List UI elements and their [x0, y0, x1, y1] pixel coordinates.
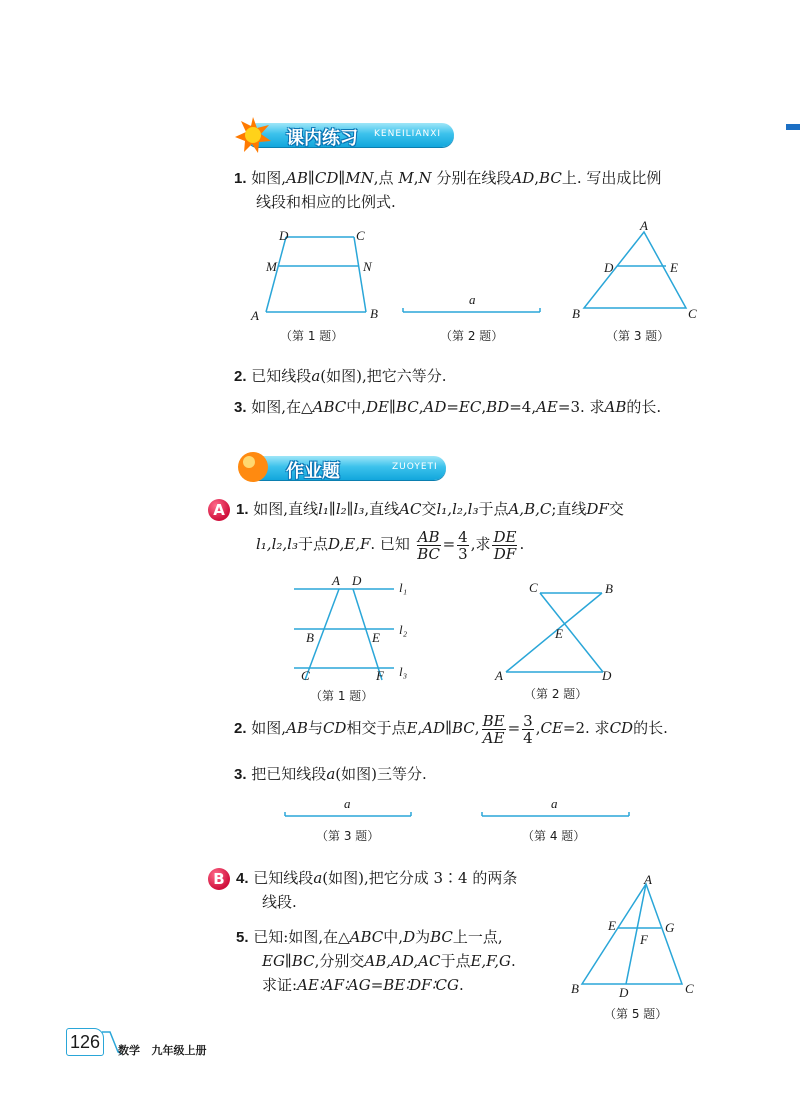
caption-fig3: （第 3 题） — [606, 329, 670, 343]
label-E: E — [608, 918, 616, 933]
figure-segment-a — [400, 290, 545, 344]
label-N: N — [363, 259, 372, 274]
figure-trapezoid — [246, 226, 386, 344]
homework-q2: 2. 如图,AB与CD相交于点E,AD∥BC, $\frac{BE}{AE}$ = $\frac{3}{4}$ ,CE=2. 求CD的长. — [234, 711, 668, 747]
label-E: E — [555, 626, 563, 641]
caption-fig3: （第 3 题） — [316, 829, 380, 843]
practice-q1-line2: 线段和相应的比例式. — [256, 193, 396, 211]
section-banner-homework — [246, 456, 446, 480]
level-badge-a: A — [208, 499, 230, 521]
homework-q4-line2: 线段. — [262, 893, 297, 911]
label-D: D — [279, 228, 289, 243]
label-D: D — [602, 668, 612, 683]
label-C: C — [529, 580, 538, 595]
label-C: C — [688, 306, 697, 321]
label-C: C — [685, 981, 694, 996]
homework-q1-line2: l₁,l₂,l₃于点D,E,F. 已知 $\frac{AB}{BC}$ = $\frac{4}{3}$ ,求 $\frac{DE}{DF}$ . — [256, 527, 525, 563]
practice-q3: 3. 如图,在△ABC中,DE∥BC,AD=EC,BD=4,AE=3. 求AB的长. — [234, 398, 662, 416]
label-B: B — [572, 306, 580, 321]
fraction-be-ae: $\frac{BE}{AE}$ — [482, 711, 505, 747]
label-A: A — [640, 218, 648, 233]
section-title: 作业题 — [286, 461, 340, 482]
figure-triangle-de — [568, 218, 708, 344]
homework-q5: 5. 已知:如图,在△ABC中,D为BC上一点, — [236, 928, 503, 946]
level-badge-b: B — [208, 868, 230, 890]
homework-q5-line2: EG∥BC,分别交AB,AD,AC于点E,F,G. — [262, 952, 516, 970]
label-a: a — [469, 292, 476, 307]
page-number: 126 — [66, 1028, 104, 1056]
label-a: a — [551, 796, 558, 811]
label-F: F — [376, 668, 384, 683]
label-E: E — [372, 630, 380, 645]
fraction-ab-bc: $\frac{AB}{BC}$ — [417, 527, 441, 563]
star-burst-icon — [234, 116, 272, 154]
figure-bowtie — [492, 576, 622, 704]
label-A: A — [495, 668, 503, 683]
label-D: D — [604, 260, 614, 275]
label-F: F — [640, 932, 648, 947]
section-subtitle: ZUOYETI — [392, 462, 438, 472]
caption-fig1: （第 1 题） — [280, 329, 344, 343]
homework-q1: 1. 如图,直线l₁∥l₂∥l₃,直线AC交l₁,l₂,l₃于点A,B,C;直线DF交 — [236, 500, 624, 518]
label-l2: l₂ — [399, 622, 408, 637]
homework-q5-line3: 求证:AE∶AF∶AG=BE∶DF∶CG. — [262, 976, 464, 994]
label-M: M — [266, 259, 277, 274]
label-E: E — [670, 260, 678, 275]
edge-tab — [786, 124, 800, 130]
section-banner-practice — [246, 123, 454, 147]
orange-ball-icon — [236, 450, 270, 484]
label-C: C — [301, 668, 310, 683]
label-B: B — [370, 306, 378, 321]
practice-q2: 2. 已知线段a(如图),把它六等分. — [234, 367, 447, 385]
figure-segment-a-3 — [282, 796, 417, 846]
fraction-3-4: $\frac{3}{4}$ — [523, 711, 533, 747]
label-B: B — [571, 981, 579, 996]
caption-fig2: （第 2 题） — [440, 329, 504, 343]
label-A: A — [251, 308, 259, 323]
homework-q3: 3. 把已知线段a(如图)三等分. — [234, 765, 427, 783]
label-D: D — [352, 573, 362, 588]
caption-fig5: （第 5 题） — [604, 1007, 668, 1021]
label-l3: l₃ — [399, 664, 408, 679]
label-l1: l₁ — [399, 580, 408, 595]
label-C: C — [356, 228, 365, 243]
footer-book: 数学 九年级上册 — [118, 1044, 207, 1057]
label-A: A — [644, 872, 652, 887]
label-A: A — [332, 573, 340, 588]
label-D: D — [619, 985, 629, 1000]
label-a: a — [344, 796, 351, 811]
label-B: B — [605, 581, 613, 596]
section-title: 课内练习 — [286, 128, 358, 149]
fraction-de-df: $\frac{DE}{DF}$ — [493, 527, 517, 563]
figure-triangle-efg — [566, 872, 706, 1024]
caption-fig-a2: （第 2 题） — [524, 687, 588, 701]
figure-segment-a-4 — [478, 796, 633, 846]
homework-q4: 4. 已知线段a(如图),把它分成 3∶4 的两条 — [236, 869, 518, 887]
figure-parallel-lines — [288, 572, 418, 706]
caption-fig-a1: （第 1 题） — [310, 689, 374, 703]
label-G: G — [665, 920, 675, 935]
practice-q1: 1. 如图,AB∥CD∥MN,点 M,N 分别在线段AD,BC上. 写出成比例 — [234, 169, 662, 187]
fraction-4-3: $\frac{4}{3}$ — [458, 527, 468, 563]
caption-fig4: （第 4 题） — [522, 829, 586, 843]
section-subtitle: KENEILIANXI — [374, 129, 442, 139]
label-B: B — [306, 630, 314, 645]
